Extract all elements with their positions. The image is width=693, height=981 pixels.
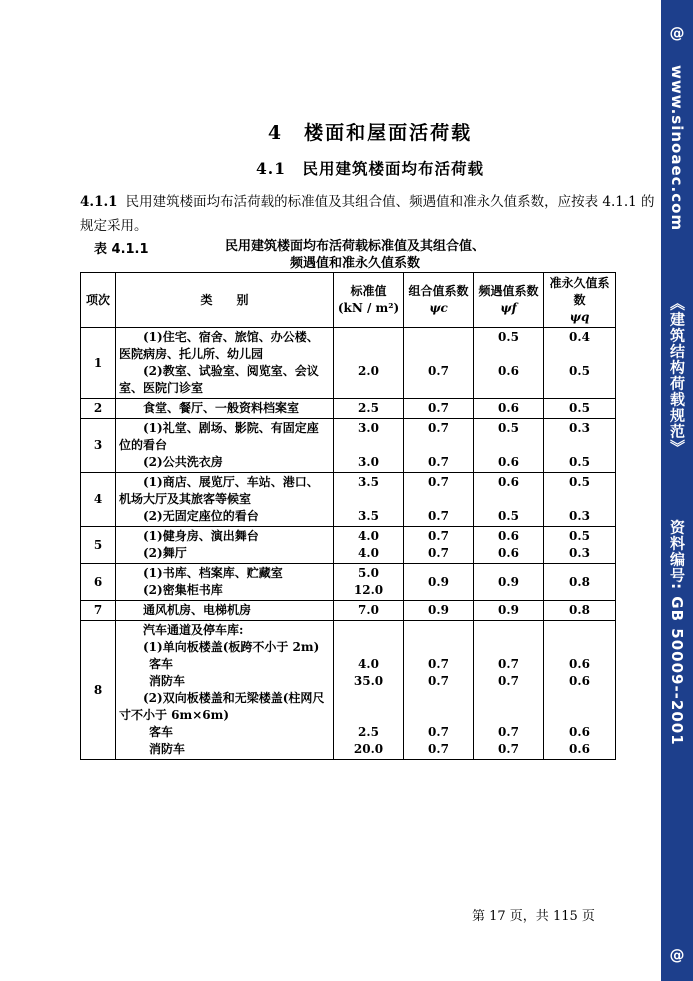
row-combo: 0.7 bbox=[404, 328, 474, 399]
header-quasi: 准永久值系数 ψq bbox=[544, 273, 616, 328]
table-row: 4 (1)商店、展览厅、车站、港口、机场大厅及其旅客等候室 (2)无固定座位的看台 3.5 3.5 0.7 0.7 0.6 0.5 0.5 0.3 bbox=[81, 473, 616, 527]
table-row: 6 (1)书库、档案库、贮藏室 (2)密集柜书库 5.0 12.0 0.9 0.9 0.8 bbox=[81, 564, 616, 601]
row-freq: 0.5 0.6 bbox=[474, 328, 544, 399]
table-row bbox=[81, 328, 616, 399]
paragraph-number: 4.1.1 bbox=[80, 194, 118, 210]
row-std: 2.0 bbox=[334, 328, 404, 399]
paragraph-4-1-1 bbox=[80, 190, 658, 238]
row-category: (1)住宅、宿舍、旅馆、办公楼、医院病房、托儿所、幼儿园 (2)教室、试验室、阅览室、会议室、医院门诊室 bbox=[116, 328, 334, 399]
sidebar-banner bbox=[661, 0, 693, 981]
header-freq: 频遇值系数 ψf bbox=[474, 273, 544, 328]
header-item-no: 项次 bbox=[81, 273, 116, 328]
at-symbol-top: @ bbox=[669, 24, 685, 42]
table-row: 7 通风机房、电梯机房 7.0 0.9 0.9 0.8 bbox=[81, 601, 616, 621]
table-row: 3 (1)礼堂、剧场、影院、有固定座位的看台 (2)公共洗衣房 3.0 3.0 0.7 0.7 0.5 0.6 0.3 0.5 bbox=[81, 419, 616, 473]
sidebar-text bbox=[664, 65, 690, 945]
table-row: 2 食堂、餐厅、一般资料档案室 2.5 0.7 0.6 0.5 bbox=[81, 399, 616, 419]
table-header-row bbox=[81, 273, 616, 328]
table-row: 8 汽车通道及停车库: (1)单向板楼盖(板跨不小于 2m) 客车 消防车 (2)双向板楼盖和无梁楼盖(柱网尺寸不小于 6m×6m) 客车 消防车 4.0 35.0 2.5 20.0 0.7 0.7 0.7 0.7 0.7 0.7 0.7 0.7 0.6 0.6 0.6 0.6 bbox=[81, 621, 616, 760]
section-title: 4.1 民用建筑楼面均布活荷载 bbox=[256, 159, 484, 178]
row-quasi: 0.4 0.5 bbox=[544, 328, 616, 399]
page-footer: 第 17 页，共 115 页 bbox=[472, 909, 595, 924]
chapter-title: 4 楼面和屋面活荷载 bbox=[267, 122, 473, 144]
sidebar-doc-code: 资料编号: GB 50009--2001 bbox=[668, 519, 686, 746]
sidebar-url: www.sinoaec.com bbox=[668, 65, 686, 232]
sidebar-book-title: 《建筑结构荷载规范》 bbox=[668, 295, 686, 456]
table-title: 民用建筑楼面均布活荷载标准值及其组合值、 频遇值和准永久值系数 bbox=[224, 239, 485, 271]
header-combo: 组合值系数 ψc bbox=[404, 273, 474, 328]
table-row: 5 (1)健身房、演出舞台 (2)舞厅 4.0 4.0 0.7 0.7 0.6 0.6 0.5 0.3 bbox=[81, 527, 616, 564]
live-load-table bbox=[80, 272, 616, 760]
paragraph-text: 民用建筑楼面均布活荷载的标准值及其组合值、频遇值和准永久值系数，应按表 4.1.1 的规定采用。 bbox=[80, 194, 655, 234]
header-std-value: 标准值 (kN / m²) bbox=[334, 273, 404, 328]
table-label: 表 4.1.1 bbox=[94, 242, 149, 257]
at-symbol-bottom: @ bbox=[669, 946, 685, 964]
row-no: 1 bbox=[81, 328, 116, 399]
header-category: 类 别 bbox=[116, 273, 334, 328]
